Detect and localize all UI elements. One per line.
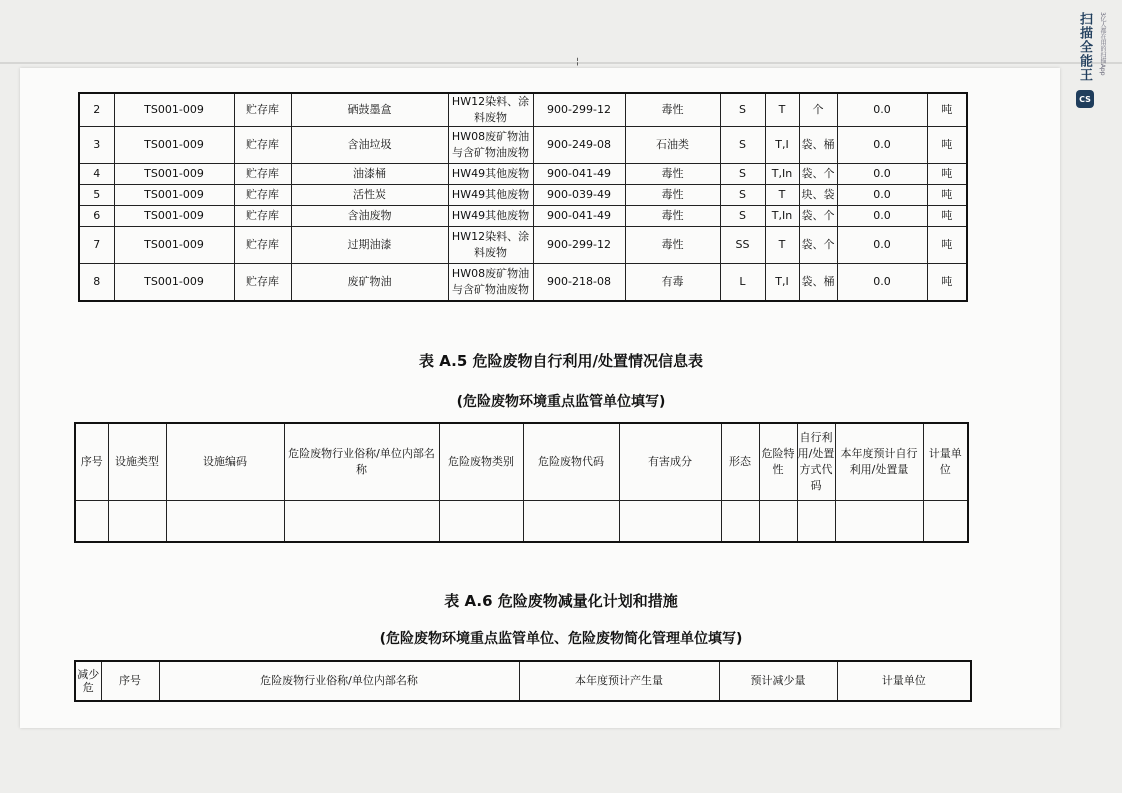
cell-waste-code: 900-218-08 xyxy=(533,264,625,302)
cell-facility: 贮存库 xyxy=(234,185,291,206)
cell-name: 过期油漆 xyxy=(291,227,448,264)
empty-cell xyxy=(923,501,968,543)
table-a5-header: 危险特性 xyxy=(759,423,797,501)
cell-no: 4 xyxy=(79,164,114,185)
cell-waste-code: 900-041-49 xyxy=(533,206,625,227)
cell-facility: 贮存库 xyxy=(234,264,291,302)
cell-amount: 0.0 xyxy=(837,164,927,185)
cell-harmful: 石油类 xyxy=(625,127,720,164)
cell-code: TS001-009 xyxy=(114,264,234,302)
table-a5-header: 计量单位 xyxy=(923,423,968,501)
table-a5-header: 自行利用/处置方式代码 xyxy=(797,423,835,501)
table-row xyxy=(79,185,967,206)
cell-amount: 0.0 xyxy=(837,206,927,227)
cell-unit: 吨 xyxy=(927,127,967,164)
cell-code: TS001-009 xyxy=(114,93,234,127)
cell-hazard: T xyxy=(765,185,799,206)
cell-category: HW12染料、涂料废物 xyxy=(448,227,533,264)
empty-cell xyxy=(166,501,284,543)
cell-hazard: T,I xyxy=(765,264,799,302)
cell-hazard: T,In xyxy=(765,206,799,227)
cell-name: 活性炭 xyxy=(291,185,448,206)
cell-harmful: 毒性 xyxy=(625,93,720,127)
cell-hazard: T xyxy=(765,227,799,264)
cell-name: 硒鼓墨盒 xyxy=(291,93,448,127)
cell-category: HW49其他废物 xyxy=(448,206,533,227)
empty-cell xyxy=(284,501,439,543)
cell-unit: 吨 xyxy=(927,227,967,264)
paper-top-edge xyxy=(0,62,1122,64)
table-a6-subtitle: (危险废物环境重点监管单位、危险废物简化管理单位填写) xyxy=(379,631,743,647)
cell-waste-code: 900-299-12 xyxy=(533,93,625,127)
cell-waste-code: 900-249-08 xyxy=(533,127,625,164)
cell-no: 6 xyxy=(79,206,114,227)
empty-cell xyxy=(75,501,108,543)
empty-cell xyxy=(835,501,923,543)
table-a5-header: 有害成分 xyxy=(619,423,721,501)
cell-harmful: 毒性 xyxy=(625,185,720,206)
empty-cell xyxy=(797,501,835,543)
cell-hazard: T,I xyxy=(765,127,799,164)
cell-unit: 吨 xyxy=(927,185,967,206)
empty-cell xyxy=(759,501,797,543)
cell-form: S xyxy=(720,185,765,206)
table-a5-header: 危险废物代码 xyxy=(523,423,619,501)
table-a5-header: 序号 xyxy=(75,423,108,501)
cell-name: 含油废物 xyxy=(291,206,448,227)
cell-pack: 块、袋 xyxy=(799,185,837,206)
cell-code: TS001-009 xyxy=(114,206,234,227)
table-a5-header: 危险废物类别 xyxy=(439,423,523,501)
cell-form: SS xyxy=(720,227,765,264)
cell-amount: 0.0 xyxy=(837,127,927,164)
table-a5-title: 表 A.5 危险废物自行利用/处置情况信息表 xyxy=(419,352,703,370)
cell-code: TS001-009 xyxy=(114,227,234,264)
cell-name: 含油垃圾 xyxy=(291,127,448,164)
table-a5-header: 本年度预计自行利用/处置量 xyxy=(835,423,923,501)
cell-code: TS001-009 xyxy=(114,127,234,164)
cell-pack: 袋、个 xyxy=(799,227,837,264)
table-a6-header: 序号 xyxy=(101,661,159,701)
cell-unit: 吨 xyxy=(927,206,967,227)
cell-category: HW08废矿物油与含矿物油废物 xyxy=(448,127,533,164)
cell-category: HW49其他废物 xyxy=(448,164,533,185)
cell-no: 2 xyxy=(79,93,114,127)
cell-form: S xyxy=(720,127,765,164)
cell-unit: 吨 xyxy=(927,164,967,185)
cell-waste-code: 900-299-12 xyxy=(533,227,625,264)
cell-facility: 贮存库 xyxy=(234,127,291,164)
table-row xyxy=(79,93,967,127)
table-a6-title: 表 A.6 危险废物减量化计划和措施 xyxy=(444,592,678,610)
cell-no: 7 xyxy=(79,227,114,264)
cell-form: L xyxy=(720,264,765,302)
table-a5-header: 形态 xyxy=(721,423,759,501)
watermark-tagline: 3亿人都在用的扫描App xyxy=(1099,12,1106,76)
cell-code: TS001-009 xyxy=(114,164,234,185)
table-a6-header: 计量单位 xyxy=(837,661,971,701)
table-a6-side-label: 减少危 xyxy=(75,661,101,701)
table-a5-subtitle: (危险废物环境重点监管单位填写) xyxy=(456,394,666,410)
cell-pack: 袋、个 xyxy=(799,206,837,227)
cell-amount: 0.0 xyxy=(837,264,927,302)
cell-category: HW49其他废物 xyxy=(448,185,533,206)
empty-cell xyxy=(523,501,619,543)
cell-facility: 贮存库 xyxy=(234,227,291,264)
cell-name: 废矿物油 xyxy=(291,264,448,302)
cell-harmful: 毒性 xyxy=(625,164,720,185)
empty-cell xyxy=(721,501,759,543)
cell-hazard: T,In xyxy=(765,164,799,185)
cell-amount: 0.0 xyxy=(837,185,927,206)
cell-waste-code: 900-041-49 xyxy=(533,164,625,185)
cell-amount: 0.0 xyxy=(837,93,927,127)
cell-unit: 吨 xyxy=(927,264,967,302)
cell-unit: 吨 xyxy=(927,93,967,127)
table-row xyxy=(79,127,967,164)
cell-harmful: 毒性 xyxy=(625,206,720,227)
cell-pack: 袋、个 xyxy=(799,164,837,185)
table-a5 xyxy=(74,422,969,543)
table-row xyxy=(79,227,967,264)
cell-name: 油漆桶 xyxy=(291,164,448,185)
cell-form: S xyxy=(720,164,765,185)
cell-category: HW08废矿物油与含矿物油废物 xyxy=(448,264,533,302)
cell-no: 8 xyxy=(79,264,114,302)
table-a5-empty-row xyxy=(75,501,968,543)
cell-category: HW12染料、涂料废物 xyxy=(448,93,533,127)
table-a6 xyxy=(74,660,972,702)
cell-facility: 贮存库 xyxy=(234,206,291,227)
empty-cell xyxy=(108,501,166,543)
table-a6-header: 本年度预计产生量 xyxy=(519,661,719,701)
watermark-name: 扫描全能王 xyxy=(1077,12,1092,82)
table-a5-header: 危险废物行业俗称/单位内部名称 xyxy=(284,423,439,501)
cell-harmful: 毒性 xyxy=(625,227,720,264)
cell-facility: 贮存库 xyxy=(234,93,291,127)
table-a5-header: 设施类型 xyxy=(108,423,166,501)
cell-waste-code: 900-039-49 xyxy=(533,185,625,206)
cell-no: 3 xyxy=(79,127,114,164)
empty-cell xyxy=(439,501,523,543)
waste-storage-table xyxy=(78,92,968,302)
table-a6-header: 危险废物行业俗称/单位内部名称 xyxy=(159,661,519,701)
cell-pack: 袋、桶 xyxy=(799,127,837,164)
empty-cell xyxy=(619,501,721,543)
cell-amount: 0.0 xyxy=(837,227,927,264)
table-row xyxy=(79,206,967,227)
page-mark: ¦ xyxy=(576,57,580,67)
cell-no: 5 xyxy=(79,185,114,206)
cell-facility: 贮存库 xyxy=(234,164,291,185)
cell-code: TS001-009 xyxy=(114,185,234,206)
cell-hazard: T xyxy=(765,93,799,127)
table-a6-header: 预计减少量 xyxy=(719,661,837,701)
cell-harmful: 有毒 xyxy=(625,264,720,302)
cell-form: S xyxy=(720,93,765,127)
cell-pack: 袋、桶 xyxy=(799,264,837,302)
table-row xyxy=(79,164,967,185)
cell-pack: 个 xyxy=(799,93,837,127)
camscanner-logo-icon: CS xyxy=(1076,90,1094,108)
cell-form: S xyxy=(720,206,765,227)
table-a5-header: 设施编码 xyxy=(166,423,284,501)
table-row xyxy=(79,264,967,302)
